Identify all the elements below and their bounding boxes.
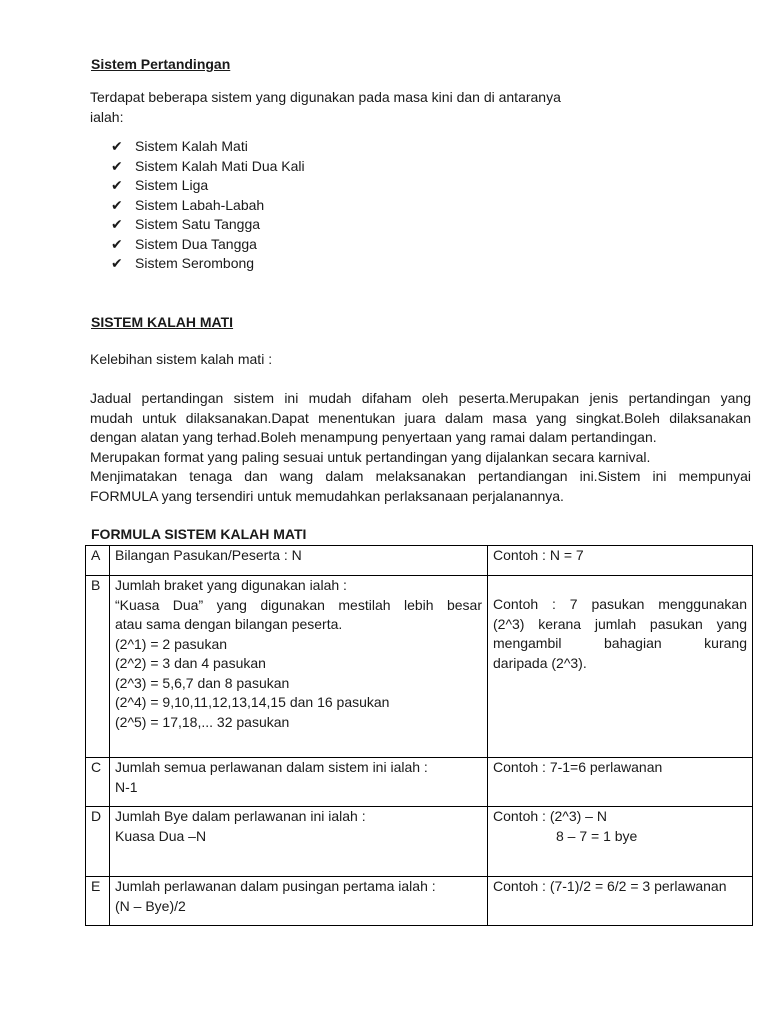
description-line: atau sama dengan bilangan peserta. <box>115 616 343 632</box>
list-item-label: Sistem Kalah Mati Dua Kali <box>135 157 305 174</box>
list-item <box>111 176 305 196</box>
description-line: (2^5) = 17,18,... 32 pasukan <box>115 713 290 730</box>
list-item <box>111 137 305 157</box>
checkmark-icon: ✔ <box>111 177 123 193</box>
description-line: “Kuasa Dua” yang digunakan mestilah lebih besar <box>115 596 482 613</box>
row-label: A <box>86 546 110 576</box>
paragraph-line: Menjimatakan tenaga dan wang dalam melaksanakan pertandiangan ini.Sistem ini mempunyai <box>90 468 751 484</box>
description-line: (N – Bye)/2 <box>115 897 186 914</box>
row-description <box>110 877 488 926</box>
row-description <box>110 807 488 877</box>
row-example <box>488 877 753 926</box>
example-line: mengambil bahagian kurang <box>493 635 747 651</box>
checkmark-icon: ✔ <box>111 196 123 213</box>
section-title-sistem-pertandingan: Sistem Pertandingan <box>91 56 231 72</box>
list-item-label: Sistem Kalah Mati <box>135 138 248 154</box>
intro-line: Terdapat beberapa sistem yang digunakan pada masa kini dan di antaranya <box>90 89 561 105</box>
checkmark-icon: ✔ <box>111 235 123 252</box>
description-line: Kuasa Dua –N <box>115 827 207 844</box>
row-description <box>110 758 488 807</box>
row-example <box>488 758 753 807</box>
advantages-paragraph <box>90 389 751 506</box>
row-label: C <box>86 758 110 807</box>
row-description <box>110 546 488 576</box>
example-line: Contoh : 7 pasukan menggunakan <box>493 596 747 612</box>
paragraph-line: dengan alatan yang terhad.Boleh menampung penyertaan yang ramai dalam pertandingan. <box>90 429 657 445</box>
intro-text <box>90 88 561 127</box>
row-example <box>488 546 753 576</box>
checkmark-icon: ✔ <box>111 255 123 271</box>
section-title-sistem-kalah-mati: SISTEM KALAH MATI <box>91 314 234 330</box>
description-line: Jumlah braket yang digunakan ialah : <box>115 577 347 593</box>
list-item-label: Sistem Dua Tangga <box>135 235 257 252</box>
checkmark-icon: ✔ <box>111 138 123 154</box>
example-line: Contoh : N = 7 <box>493 547 584 563</box>
table-row <box>86 546 753 576</box>
example-line: Contoh : (2^3) – N <box>493 808 607 824</box>
table-row <box>86 877 753 926</box>
row-label: B <box>86 576 110 758</box>
row-example <box>488 576 753 758</box>
advantages-label: Kelebihan sistem kalah mati : <box>90 351 273 367</box>
list-item-label: Sistem Serombong <box>135 255 255 271</box>
list-item <box>111 215 305 235</box>
example-line: Contoh : (7-1)/2 = 6/2 = 3 perlawanan <box>493 878 727 894</box>
systems-list <box>111 137 305 274</box>
description-line: (2^3) = 5,6,7 dan 8 pasukan <box>115 674 290 691</box>
description-line: Jumlah Bye dalam perlawanan ini ialah : <box>115 808 366 824</box>
intro-line: ialah: <box>90 108 124 125</box>
list-item <box>111 254 305 274</box>
checkmark-icon: ✔ <box>111 216 123 232</box>
row-example <box>488 807 753 877</box>
row-label: D <box>86 807 110 877</box>
paragraph-line: FORMULA yang tersendiri untuk memudahkan perlaksanaan perjalanannya. <box>90 487 564 504</box>
example-line: 8 – 7 = 1 bye <box>556 827 638 844</box>
list-item <box>111 157 305 177</box>
description-line: (2^2) = 3 dan 4 pasukan <box>115 655 266 671</box>
paragraph-line: mudah untuk dilaksanakan.Dapat menentukan juara dalam masa yang singkat.Boleh dilaksanakan <box>90 409 751 426</box>
example-line: (2^3) kerana jumlah pasukan yang <box>493 615 747 632</box>
description-line: Jumlah semua perlawanan dalam sistem ini ialah : <box>115 759 428 775</box>
description-line: Jumlah perlawanan dalam pusingan pertama ialah : <box>115 878 436 894</box>
formula-table <box>85 545 753 926</box>
list-item-label: Sistem Satu Tangga <box>135 216 261 232</box>
paragraph-line: Jadual pertandingan sistem ini mudah difaham oleh peserta.Merupakan jenis pertandingan yang <box>90 390 751 406</box>
description-line: (2^1) = 2 pasukan <box>115 635 228 652</box>
description-line: (2^4) = 9,10,11,12,13,14,15 dan 16 pasukan <box>115 694 390 710</box>
list-item <box>111 196 305 216</box>
list-item-label: Sistem Liga <box>135 177 209 193</box>
example-line: Contoh : 7-1=6 perlawanan <box>493 759 663 775</box>
table-row <box>86 807 753 877</box>
row-description <box>110 576 488 758</box>
list-item <box>111 235 305 255</box>
paragraph-line: Merupakan format yang paling sesuai untuk pertandingan yang dijalankan secara karnival. <box>90 448 651 465</box>
description-line: Bilangan Pasukan/Peserta : N <box>115 547 302 563</box>
description-line: N-1 <box>115 778 138 795</box>
row-label: E <box>86 877 110 926</box>
list-item-label: Sistem Labah-Labah <box>135 196 265 213</box>
table-row <box>86 576 753 758</box>
table-row <box>86 758 753 807</box>
checkmark-icon: ✔ <box>111 157 123 174</box>
formula-title: FORMULA SISTEM KALAH MATI <box>91 526 307 542</box>
example-line: daripada (2^3). <box>493 654 587 671</box>
